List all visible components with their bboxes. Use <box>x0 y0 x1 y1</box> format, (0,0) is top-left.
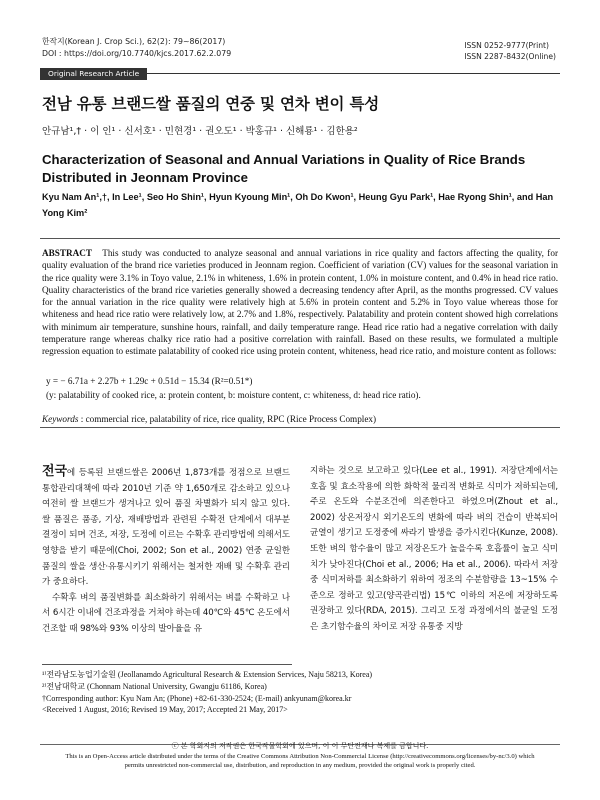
footnote-affiliation-2: ²⁾전남대학교 (Chonnam National University, Gwangju 61186, Korea) <box>42 681 267 691</box>
license-line-1: This is an Open-Access article distributed under the terms of the Creative Commons Attribution Non-Commercial License (http://creativecommons.org/licenses/by-nc/3.0) which <box>65 753 535 760</box>
body-column-right <box>310 464 558 636</box>
keywords-label: Keywords <box>42 414 79 424</box>
footnotes <box>42 669 372 716</box>
license-text <box>40 752 560 770</box>
korean-authors: 안규남¹,† · 이 인¹ · 신서호¹ · 민현경¹ · 권오도¹ · 박홍규¹ · 신해룡¹ · 김한용² <box>42 126 358 137</box>
article-type-badge: Original Research Article <box>40 68 147 80</box>
issn-online: ISSN 2287-8432(Online) <box>464 52 556 61</box>
equation-note: (y: palatability of cooked rice, a: protein content, b: moisture content, c: whiteness, d: head rice ratio). <box>46 390 421 400</box>
footnote-rule <box>42 664 292 665</box>
journal-info <box>42 36 231 60</box>
body-column-left <box>42 464 290 638</box>
keywords <box>42 414 376 424</box>
abstract-text: This study was conducted to analyze seasonal and annual variations in rice quality and factors affecting the quality, for quality evaluation of the brand rice varieties produced in Jeonnam region. Coefficient of variation (CV) values for the seasonal variation in the rice quality were 3.1% in Toyo value, 2.1% in whiteness, 1.6% in protein content, 1.0% in moisture content, and 0.4% in head rice ratio. Quality characteristics of the brand rice varieties generally showed a decreasing tendency after April, as the months progressed. CV values for the annual variation in the rice quality were relatively high at 5.6% in protein content and 5.2% in Toyo value whereas those for whiteness and head rice ratio were relatively low, at 2.7% and 1.8%, respectively. Palatability and protein content showed high correlations with minimum air temperature, sunshine hours, rainfall, and daily temperature range. Head rice ratio had a negative correlation with daily temperature range whereas chalky rice ratio had a positive correlation with rainfall. Based on these results, we formulated a multiple regression equation to estimate palatability of cooked rice using protein content, whiteness, head rice ratio, and moisture content as follows: <box>42 248 559 357</box>
english-title: Characterization of Seasonal and Annual Variations in Quality of Rice Brands Distributed in Jeonnam Province <box>42 152 526 185</box>
dropcap: 전국 <box>42 464 67 479</box>
paragraph-text: 수확후 벼의 품질변화를 최소화하기 위해서는 벼를 수확하고 나서 6시간 이내에 건조과정을 거쳐야 하는데 40℃와 45℃ 온도에서 건조할 때 98%와 93% 이상의 발아율을 유 <box>42 592 290 634</box>
abstract <box>42 247 558 358</box>
keywords-text: : commercial rice, palatability of rice, rice quality, RPC (Rice Process Complex) <box>80 414 377 424</box>
license-line-2: permits unrestricted non-commercial use, distribution, and reproduction in any medium, provided the original work is properly cited. <box>124 762 476 769</box>
paragraph-text: 지하는 것으로 보고하고 있다(Lee et al., 1991). 저장단계에서는 호흡 및 효소작용에 의한 화학적 물리적 변화로 식미가 저하되는데, 주로 온도와 수분조건에 의존한다고 하였으며(Zhout et al., 2002) 상온저장시 외기온도의 변화에 따라 벼의 건습이 반복되어 균열이 생기고 도정중에 싸라기 발생을 증가시킨다(Kunze, 2008). 또한 벼의 함수율이 많고 저장온도가 높을수록 호흡률이 높고 식미치가 낮아진다(Choi et al., 2006; Ha et al., 2006). 따라서 저장중 식미저하를 최소화하기 위하여 정조의 수분함량을 13~15% 수준으로 정하고 있고(양곡관리법) 15℃ 이하의 저온에 저장하도록 권장하고 있다(RDA, 2015). 그리고 도정 과정에서의 불균일 도정은 초기함수율의 차이로 저장 유통중 지방 <box>310 466 558 632</box>
footnote-affiliation-1: ¹⁾전라남도농업기술원 (Jeollanamdo Agricultural Research & Extension Services, Naju 58213, Korea) <box>42 670 373 679</box>
received-dates: <Received 1 August, 2016; Revised 19 May, 2017; Accepted 21 May, 2017> <box>42 705 288 715</box>
paragraph <box>42 464 290 591</box>
journal-citation: 한작지(Korean J. Crop Sci.), 62(2): 79~86(2017) <box>42 37 226 46</box>
issn-print: ISSN 0252-9777(Print) <box>464 41 549 50</box>
regression-equation: y = − 6.71a + 2.27b + 1.29c + 0.51d − 15.34 (R²=0.51*) <box>46 376 253 386</box>
issn-block <box>464 40 556 62</box>
corresponding-author: †Corresponding author: Kyu Nam An; (Phone) +82-61-330-2524; (E-mail) ankyunam@korea.kr <box>42 693 352 703</box>
abstract-label: ABSTRACT <box>42 248 93 258</box>
english-authors: Kyu Nam An¹,†, In Lee¹, Seo Ho Shin¹, Hyun Kyoung Min¹, Oh Do Kwon¹, Heung Gyu Park¹, Hae Ryong Shin¹, and Han Yong Kim² <box>42 192 554 218</box>
paragraph-text: 에 등록된 브랜드쌀은 2006년 1,873개를 정점으로 브랜드 통합관리대책에 따라 2010년 기준 약 1,650개로 감소하고 있으나 여전히 쌀 브랜드가 생겨나고 있어 품질 차별화가 되지 않고 있다. 쌀 품질은 품종, 기상, 재배방법과 관련된 수확전 단계에서 대부분 결정이 되며 건조, 저장, 도정에 이르는 수확후 관리방법에 의해서도 영향을 받기 때문에(Choi, 2002; Son et al., 2002) 연중 균일한 품질의 쌀을 생산·유통시키기 위해서는 철저한 재배 및 수확후 관리가 중요하다. <box>42 468 290 588</box>
korean-title: 전남 유통 브랜드쌀 품질의 연중 및 연차 변이 특성 <box>42 95 380 113</box>
copyright: ⓒ 본 학회지의 저작권은 한국작물학회에 있으며, 이 이 무단전재나 복제를 금합니다. <box>171 742 429 750</box>
doi-link[interactable]: DOI : https://doi.org/10.7740/kjcs.2017.62.2.079 <box>42 49 232 58</box>
